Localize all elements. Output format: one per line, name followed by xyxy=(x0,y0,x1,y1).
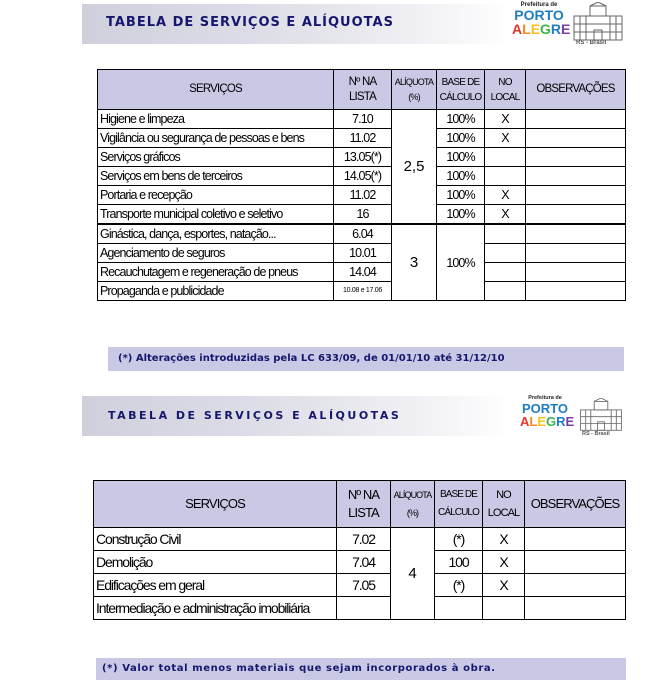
logo-rs-text: RS - Brasil xyxy=(576,40,607,46)
cell-aliquota-group-1: 2,5 xyxy=(392,110,437,225)
cell-base xyxy=(435,597,483,620)
cell-local xyxy=(483,597,525,620)
table-row xyxy=(98,110,626,129)
cell-base: (*) xyxy=(435,528,483,551)
porto-alegre-logo-1 xyxy=(512,2,571,46)
col-header-aliquota: ALÍQUOTA (%) xyxy=(392,70,437,110)
table-row xyxy=(98,186,626,205)
cell-obs xyxy=(526,205,626,225)
logo-prefeitura-text: Prefeitura de xyxy=(528,395,562,401)
cell-local xyxy=(485,263,526,282)
services-table-1 xyxy=(97,69,626,301)
table-row xyxy=(98,205,626,225)
cell-servico: Recauchutagem e regeneração de pneus xyxy=(98,263,334,282)
cell-obs xyxy=(526,148,626,167)
col-header-base: BASE DE CÁLCULO xyxy=(437,70,485,110)
cell-lista: 14.04 xyxy=(334,263,392,282)
cell-base: 100% xyxy=(437,148,485,167)
cell-servico: Higiene e limpeza xyxy=(98,110,334,129)
col-header-aliquota: ALÍQUOTA (%) xyxy=(391,481,435,528)
cell-local: X xyxy=(483,528,525,551)
table-row xyxy=(98,224,626,244)
cell-base: 100% xyxy=(437,129,485,148)
cell-base: 100 xyxy=(435,551,483,574)
cell-servico: Ginástica, dança, esportes, natação... xyxy=(98,224,334,244)
cell-lista: 7.04 xyxy=(337,551,391,574)
cell-lista: 7.10 xyxy=(334,110,392,129)
col-header-lista: Nº NA LISTA xyxy=(337,481,391,528)
cell-local: X xyxy=(485,129,526,148)
cell-lista: 6.04 xyxy=(334,224,392,244)
services-table-2 xyxy=(93,480,626,620)
cell-servico: Propaganda e publicidade xyxy=(98,282,334,301)
table-row xyxy=(98,263,626,282)
cell-lista xyxy=(337,597,391,620)
cell-base: (*) xyxy=(435,574,483,597)
cell-obs xyxy=(525,528,626,551)
cell-local: X xyxy=(483,551,525,574)
page-title-2: TABELA DE SERVIÇOS E ALÍQUOTAS xyxy=(108,409,402,422)
cell-obs xyxy=(526,282,626,301)
cell-lista: 11.02 xyxy=(334,186,392,205)
logo-rs-text: RS - Brasil xyxy=(582,431,610,437)
cell-aliquota-group-2: 3 xyxy=(392,224,437,301)
cell-local xyxy=(485,244,526,263)
table-row xyxy=(94,597,626,620)
cell-servico: Agenciamento de seguros xyxy=(98,244,334,263)
cell-obs xyxy=(526,110,626,129)
cell-lista: 13.05(*) xyxy=(334,148,392,167)
cell-servico: Construção Civil xyxy=(94,528,337,551)
col-header-servicos: SERVIÇOS xyxy=(98,70,334,110)
cell-servico: Portaria e recepção xyxy=(98,186,334,205)
col-header-servicos: SERVIÇOS xyxy=(94,481,337,528)
cell-local: X xyxy=(485,205,526,225)
cell-obs xyxy=(526,244,626,263)
table-header-row xyxy=(98,70,626,110)
cell-lista: 14.05(*) xyxy=(334,167,392,186)
cell-local: X xyxy=(483,574,525,597)
cell-local: X xyxy=(485,110,526,129)
city-hall-building-icon-2 xyxy=(574,398,628,440)
cell-lista: 10.08 e 17.06 xyxy=(334,282,392,301)
cell-obs xyxy=(526,129,626,148)
logo-alegre-text: ALEGRE xyxy=(520,413,575,429)
cell-servico: Serviços em bens de terceiros xyxy=(98,167,334,186)
cell-obs xyxy=(525,551,626,574)
cell-lista: 7.05 xyxy=(337,574,391,597)
cell-servico: Transporte municipal coletivo e seletivo xyxy=(98,205,334,225)
cell-servico: Edificações em geral xyxy=(94,574,337,597)
cell-local xyxy=(485,224,526,244)
cell-obs xyxy=(526,224,626,244)
table-row xyxy=(98,167,626,186)
col-header-obs: OBSERVAÇÕES xyxy=(525,481,626,528)
table-row xyxy=(98,244,626,263)
table-row xyxy=(98,129,626,148)
col-header-local: NO LOCAL xyxy=(485,70,526,110)
cell-servico: Intermediação e administração imobiliária xyxy=(94,597,337,620)
table-row xyxy=(94,528,626,551)
logo-porto-text: PORTO xyxy=(514,7,564,23)
page-title-1: TABELA DE SERVIÇOS E ALÍQUOTAS xyxy=(106,15,394,30)
cell-base: 100% xyxy=(437,186,485,205)
city-hall-building-icon-1 xyxy=(568,2,628,48)
table-header-row xyxy=(94,481,626,528)
logo-porto-text: PORTO xyxy=(522,400,568,416)
col-header-local: NO LOCAL xyxy=(483,481,525,528)
cell-lista: 16 xyxy=(334,205,392,225)
cell-base-group-2: 100% xyxy=(437,224,485,301)
porto-alegre-logo-2 xyxy=(520,395,575,436)
table-row xyxy=(94,574,626,597)
col-header-obs: OBSERVAÇÕES xyxy=(526,70,626,110)
cell-servico: Vigilância ou segurança de pessoas e bens xyxy=(98,129,334,148)
cell-lista: 11.02 xyxy=(334,129,392,148)
table-row xyxy=(98,282,626,301)
cell-aliquota: 4 xyxy=(391,528,435,620)
cell-servico: Serviços gráficos xyxy=(98,148,334,167)
cell-local xyxy=(485,167,526,186)
logo-alegre-text: ALEGRE xyxy=(512,21,571,37)
cell-servico: Demolição xyxy=(94,551,337,574)
table-row xyxy=(94,551,626,574)
cell-obs xyxy=(525,574,626,597)
cell-obs xyxy=(526,186,626,205)
cell-local: X xyxy=(485,186,526,205)
cell-base: 100% xyxy=(437,205,485,225)
cell-obs xyxy=(526,167,626,186)
footnote-2: (*) Valor total menos materiais que sejam incorporados à obra. xyxy=(96,658,626,680)
cell-local xyxy=(485,148,526,167)
cell-base: 100% xyxy=(437,110,485,129)
cell-base: 100% xyxy=(437,167,485,186)
cell-lista: 7.02 xyxy=(337,528,391,551)
cell-lista: 10.01 xyxy=(334,244,392,263)
cell-local xyxy=(485,282,526,301)
col-header-base: BASE DE CÁLCULO xyxy=(435,481,483,528)
cell-obs xyxy=(526,263,626,282)
col-header-lista: Nº NA LISTA xyxy=(334,70,392,110)
logo-prefeitura-text: Prefeitura de xyxy=(520,2,558,8)
cell-obs xyxy=(525,597,626,620)
table-row xyxy=(98,148,626,167)
footnote-1: (*) Alterações introduzidas pela LC 633/09, de 01/01/10 até 31/12/10 xyxy=(108,347,624,371)
